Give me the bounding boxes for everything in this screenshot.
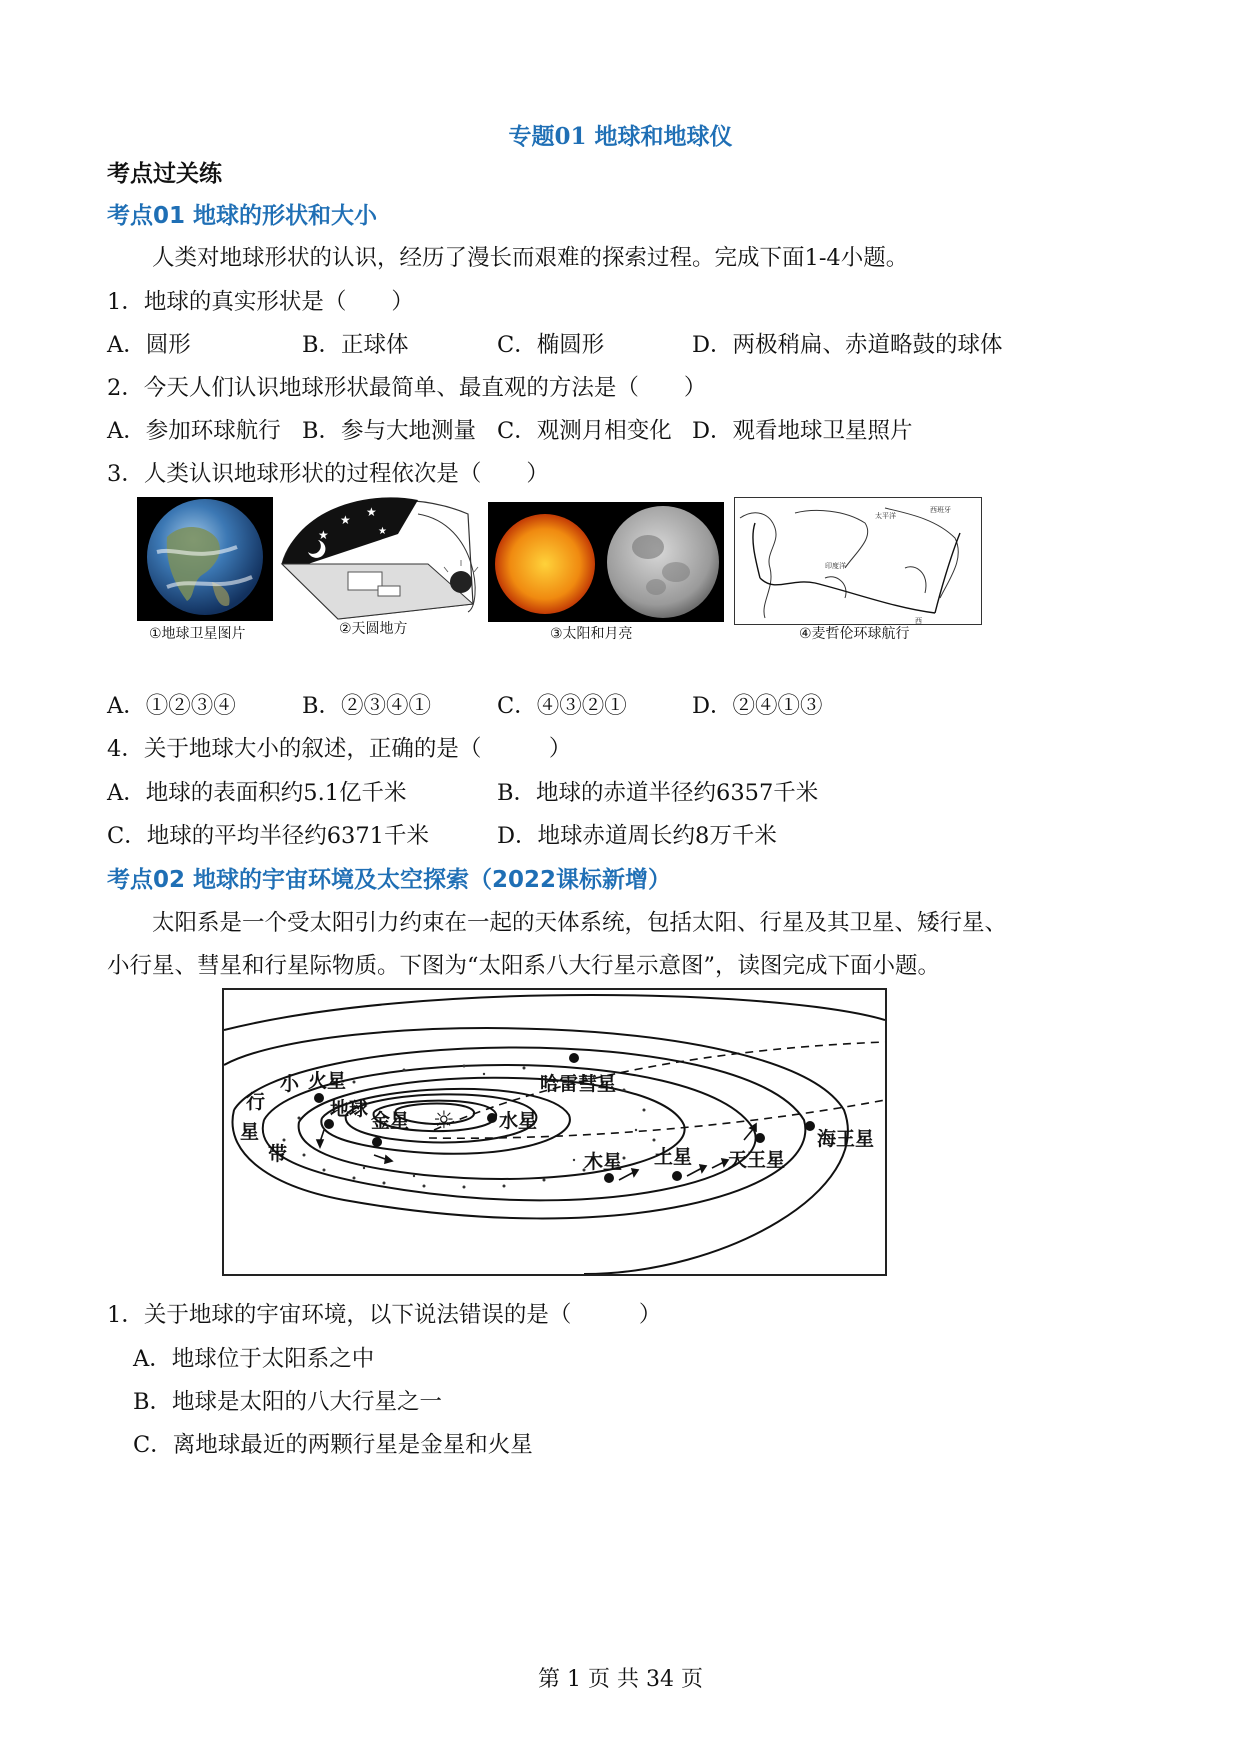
label-venus: 金星 bbox=[371, 1110, 410, 1132]
solar-system-diagram bbox=[222, 988, 887, 1276]
q3-stem: 3．人类认识地球形状的过程依次是（ ） bbox=[107, 461, 549, 487]
topic2-heading: 考点02 地球的宇宙环境及太空探索（2022课标新增） bbox=[107, 867, 672, 893]
label-neptune: 海王星 bbox=[817, 1128, 875, 1150]
page-footer: 第 1 页 共 34 页 bbox=[538, 1667, 703, 1692]
round-sky-square-earth-image bbox=[278, 494, 486, 622]
label-jupiter: 木星 bbox=[584, 1151, 623, 1173]
q1-stem: 1．地球的真实形状是（ ） bbox=[107, 289, 414, 315]
q2-option-b: B．参与大地测量 bbox=[302, 418, 477, 444]
topic2-intro-line2: 小行星、彗星和行星际物质。下图为“太阳系八大行星示意图”，读图完成下面小题。 bbox=[107, 953, 941, 979]
q3-option-b: B．②③④① bbox=[302, 693, 432, 719]
label-asteroid-1: 小 bbox=[280, 1073, 300, 1095]
svg-text:★: ★ bbox=[366, 505, 377, 519]
label-asteroid-4: 带 bbox=[268, 1143, 288, 1165]
earth-satellite-image bbox=[137, 497, 273, 621]
t2-q1-option-c: C．离地球最近的两颗行星是金星和火星 bbox=[133, 1432, 533, 1458]
t2-q1-option-b: B．地球是太阳的八大行星之一 bbox=[133, 1389, 443, 1415]
q3-option-a: A．①②③④ bbox=[107, 693, 236, 719]
svg-text:西: 西 bbox=[915, 617, 922, 624]
sun-symbol: ☼ bbox=[433, 1106, 455, 1134]
topic1-heading: 考点01 地球的形状和大小 bbox=[107, 203, 378, 229]
svg-text:★: ★ bbox=[378, 526, 387, 537]
document-title: 专题01 地球和地球仪 bbox=[508, 123, 733, 150]
svg-text:★: ★ bbox=[318, 528, 329, 542]
q3-option-c: C．④③②① bbox=[497, 693, 627, 719]
q1-option-a: A．圆形 bbox=[107, 332, 191, 358]
q4-stem: 4．关于地球大小的叙述，正确的是（ ） bbox=[107, 736, 572, 762]
magellan-voyage-map bbox=[734, 497, 982, 625]
label-mars: 火星 bbox=[308, 1070, 347, 1092]
caption-earth-satellite: ①地球卫星图片 bbox=[149, 626, 246, 642]
label-saturn: 土星 bbox=[654, 1146, 693, 1168]
caption-round-sky-square-earth: ②天圆地方 bbox=[339, 621, 408, 637]
q2-option-a: A．参加环球航行 bbox=[107, 418, 281, 444]
label-uranus: 天王星 bbox=[728, 1149, 786, 1171]
q1-option-c: C．椭圆形 bbox=[497, 332, 605, 358]
svg-text:太平洋: 太平洋 bbox=[875, 512, 896, 520]
caption-sun-and-moon: ③太阳和月亮 bbox=[550, 626, 633, 642]
topic2-intro-line1: 太阳系是一个受太阳引力约束在一起的天体系统，包括太阳、行星及其卫星、矮行星、 bbox=[152, 910, 1008, 936]
q2-stem: 2．今天人们认识地球形状最简单、最直观的方法是（ ） bbox=[107, 375, 707, 401]
caption-magellan-voyage: ④麦哲伦环球航行 bbox=[799, 626, 910, 642]
q4-option-b: B．地球的赤道半径约6357千米 bbox=[497, 780, 819, 806]
section-header: 考点过关练 bbox=[107, 161, 222, 187]
topic1-intro: 人类对地球形状的认识，经历了漫长而艰难的探索过程。完成下面1-4小题。 bbox=[152, 245, 909, 271]
q1-option-d: D．两极稍扁、赤道略鼓的球体 bbox=[692, 332, 1003, 358]
q4-option-d: D．地球赤道周长约8万千米 bbox=[497, 823, 777, 849]
label-asteroid-2: 行 bbox=[246, 1091, 266, 1113]
q4-option-a: A．地球的表面积约5.1亿千米 bbox=[107, 780, 407, 806]
t2-q1-option-a: A．地球位于太阳系之中 bbox=[133, 1346, 375, 1372]
label-mercury: 水星 bbox=[499, 1110, 538, 1132]
sun-and-moon-image bbox=[488, 502, 724, 622]
q3-option-d: D．②④①③ bbox=[692, 693, 823, 719]
t2-q1-stem: 1．关于地球的宇宙环境，以下说法错误的是（ ） bbox=[107, 1302, 662, 1328]
label-asteroid-3: 星 bbox=[240, 1121, 260, 1143]
svg-text:西班牙: 西班牙 bbox=[930, 506, 951, 514]
svg-text:印度洋: 印度洋 bbox=[825, 562, 846, 570]
label-halley-comet: 哈雷彗星 bbox=[540, 1073, 617, 1095]
q1-option-b: B．正球体 bbox=[302, 332, 409, 358]
label-earth: 地球 bbox=[330, 1098, 369, 1120]
q2-option-c: C．观测月相变化 bbox=[497, 418, 672, 444]
q4-option-c: C．地球的平均半径约6371千米 bbox=[107, 823, 429, 849]
q2-option-d: D．观看地球卫星照片 bbox=[692, 418, 913, 444]
svg-text:★: ★ bbox=[340, 513, 351, 527]
